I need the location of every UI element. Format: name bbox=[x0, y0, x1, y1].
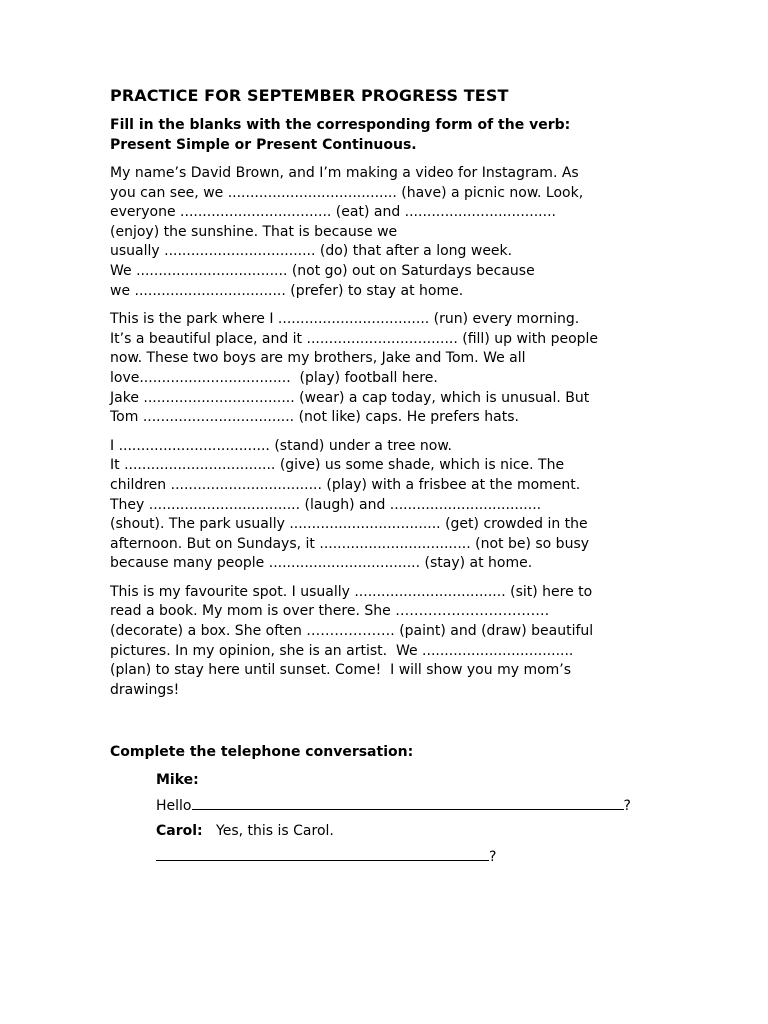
paragraph-line: It .................................. (give) us some shade, which is nice. The bbox=[110, 457, 565, 474]
paragraph-line: (enjoy) the sunshine. That is because we bbox=[110, 223, 398, 240]
telephone-conversation bbox=[156, 770, 670, 867]
paragraph-line: drawings! bbox=[110, 681, 180, 698]
answer-blank bbox=[156, 846, 489, 861]
question-mark: ? bbox=[623, 798, 631, 815]
paragraph-line: pictures. In my opinion, she is an artist. We .................................. bbox=[110, 642, 574, 659]
paragraph-line: They .................................. (laugh) and .................................. bbox=[110, 496, 542, 513]
worksheet-page bbox=[110, 86, 670, 872]
mike-hello: Hello bbox=[156, 798, 192, 815]
paragraph-line: now. These two boys are my brothers, Jake and Tom. We all bbox=[110, 350, 526, 367]
paragraph-line: Jake .................................. (wear) a cap today, which is unusual. But bbox=[110, 389, 590, 406]
answer-blank bbox=[192, 795, 624, 810]
paragraph-line: because many people .................................. (stay) at home. bbox=[110, 555, 533, 572]
page-title: PRACTICE FOR SEPTEMBER PROGRESS TEST bbox=[110, 86, 509, 105]
carol-text: Yes, this is Carol. bbox=[202, 823, 334, 840]
paragraph-2 bbox=[110, 310, 670, 428]
paragraph-line: (shout). The park usually .................................. (get) crowded in the bbox=[110, 516, 588, 533]
section-heading: Complete the telephone conversation: bbox=[110, 744, 414, 761]
paragraph-line: Tom .................................. (not like) caps. He prefers hats. bbox=[110, 409, 519, 426]
carol-question-line bbox=[156, 846, 670, 867]
paragraph-line: love.................................. (play) football here. bbox=[110, 369, 438, 386]
paragraph-line: I .................................. (stand) under a tree now. bbox=[110, 437, 452, 454]
paragraph-line: you can see, we ...................................... (have) a picnic now. Look, bbox=[110, 184, 584, 201]
paragraph-line: usually .................................. (do) that after a long week. bbox=[110, 243, 513, 260]
paragraph-line: we .................................. (prefer) to stay at home. bbox=[110, 282, 464, 299]
paragraph-line: afternoon. But on Sundays, it .................................. (not be) so busy bbox=[110, 535, 590, 552]
paragraph-line: We .................................. (not go) out on Saturdays because bbox=[110, 262, 535, 279]
question-mark: ? bbox=[489, 849, 497, 866]
carol-line bbox=[156, 821, 670, 841]
paragraph-3 bbox=[110, 437, 670, 574]
paragraph-4 bbox=[110, 583, 670, 701]
instruction bbox=[110, 115, 670, 155]
paragraph-line: children .................................. (play) with a frisbee at the moment. bbox=[110, 476, 581, 493]
paragraph-line: (decorate) a box. She often ………………. (paint) and (draw) beautiful bbox=[110, 623, 594, 640]
paragraph-line: This is my favourite spot. I usually .................................. (sit) here to bbox=[110, 583, 593, 600]
paragraph-line: It’s a beautiful place, and it .................................. (fill) up with people bbox=[110, 330, 599, 347]
instruction-line-2: Present Simple or Present Continuous. bbox=[110, 137, 417, 153]
instruction-line-1: Fill in the blanks with the corresponding form of the verb: bbox=[110, 117, 571, 133]
speaker-carol: Carol: bbox=[156, 823, 203, 840]
paragraph-line: This is the park where I .................................. (run) every morning. bbox=[110, 311, 580, 328]
paragraph-line: (plan) to stay here until sunset. Come! I will show you my mom’s bbox=[110, 662, 572, 679]
mike-line bbox=[156, 795, 670, 816]
paragraph-line: everyone .................................. (eat) and .................................. bbox=[110, 204, 556, 221]
paragraph-line: read a book. My mom is over there. She …………………………… bbox=[110, 603, 550, 620]
speaker-mike: Mike: bbox=[156, 772, 199, 789]
paragraph-line: My name’s David Brown, and I’m making a video for Instagram. As bbox=[110, 165, 579, 181]
paragraph-1 bbox=[110, 164, 670, 301]
